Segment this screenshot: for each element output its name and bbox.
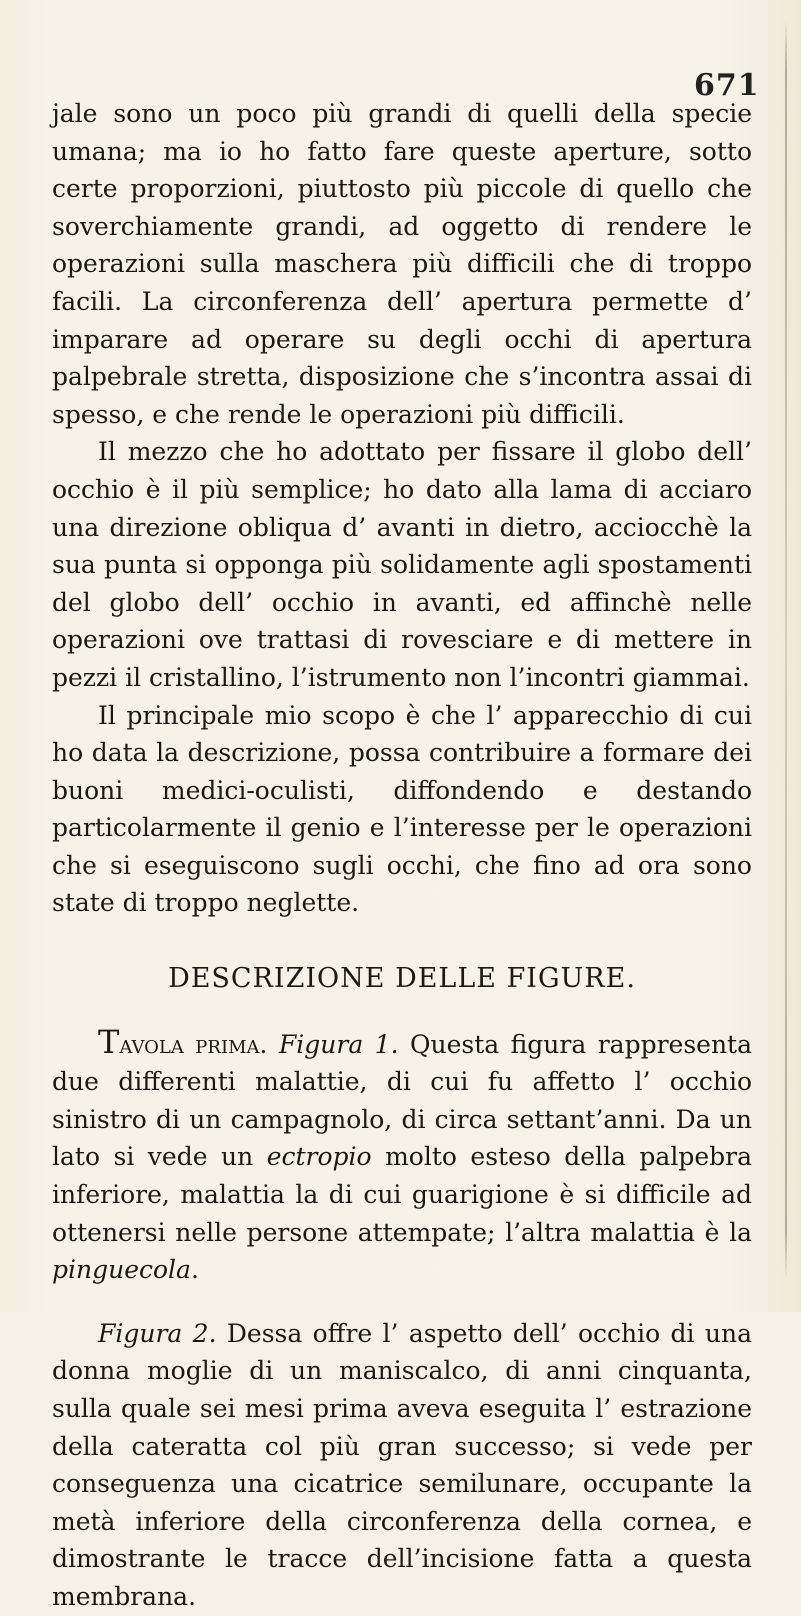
- figure-2-text: Dessa offre l’ aspetto dell’ occhio di una donna moglie di un maniscalco, di anni cinquanta, sulla quale sei mesi prima aveva eseguita l’ estrazione della cateratta col più gran successo; si vede per conseguenza una cicatrice semilunare, occupante la metà inferiore della circonferenza della cornea, e dimostrante le tracce dell’incisione fatta a questa membrana.: [52, 1318, 752, 1611]
- paragraph-1: jale sono un poco più grandi di quelli della specie umana; ma io ho fatto fare queste aperture, sotto certe proporzioni, piuttosto più piccole di quello che soverchiamente grandi, ad oggetto di rendere le operazioni sulla maschera più difficili che di troppo facili. La circonferenza dell’ apertura permette d’ imparare ad operare su degli occhi di apertura palpebrale stretta, disposizione che s’incontra assai di spesso, e che rende le operazioni più difficili.: [52, 99, 752, 429]
- section-heading: DESCRIZIONE DELLE FIGURE.: [168, 963, 636, 995]
- page-edge-shadow: [785, 20, 787, 1280]
- term-pinguecola: pinguecola: [52, 1255, 191, 1285]
- term-ectropio: ectropio: [266, 1142, 372, 1172]
- drop-initial: T: [98, 1022, 120, 1061]
- figure-1-label: Figura 1.: [278, 1029, 399, 1059]
- figure-1-text-c: .: [190, 1255, 199, 1285]
- figure-1-text-a: Questa figura rappresenta due differenti malattie, di cui fu affetto l’ occhio sinistro di un campagnolo, di circa settant’anni. Da un lato si vede un: [52, 1029, 753, 1172]
- paragraph-2: Il mezzo che ho adottato per fissare il globo dell’ occhio è il più semplice; ho dato alla lama di acciaro una direzione obliqua d’ avanti in dietro, acciocchè la sua punta si opponga più solidamente agli spostamenti del globo dell’ occhio in avanti, ed affinchè nelle operazioni ove trattasi di rovesciare e di mettere in pezzi il cristallino, l’istrumento non l’incontri giammai.: [52, 437, 752, 692]
- table-label: avola prima.: [119, 1029, 268, 1059]
- figure-1-text-b: molto esteso della palpebra inferiore, malattia la di cui guarigione è si difficile ad ottenersi nelle persone attempate; l’altra malattia è la: [52, 1142, 752, 1247]
- paragraph-3: Il principale mio scopo è che l’ apparecchio di cui ho data la descrizione, possa contribuire a formare dei buoni medici-oculisti, diffondendo e destando particolarmente il genio e l’interesse per le operazioni che si eseguiscono sugli occhi, che fino ad ora sono state di troppo neglette.: [52, 700, 752, 918]
- figure-1-description: [52, 1024, 752, 1289]
- body-text: [52, 95, 752, 1616]
- figure-2-description: [52, 1315, 752, 1616]
- page-number: 671: [694, 68, 760, 103]
- figure-2-label: Figura 2.: [98, 1318, 217, 1348]
